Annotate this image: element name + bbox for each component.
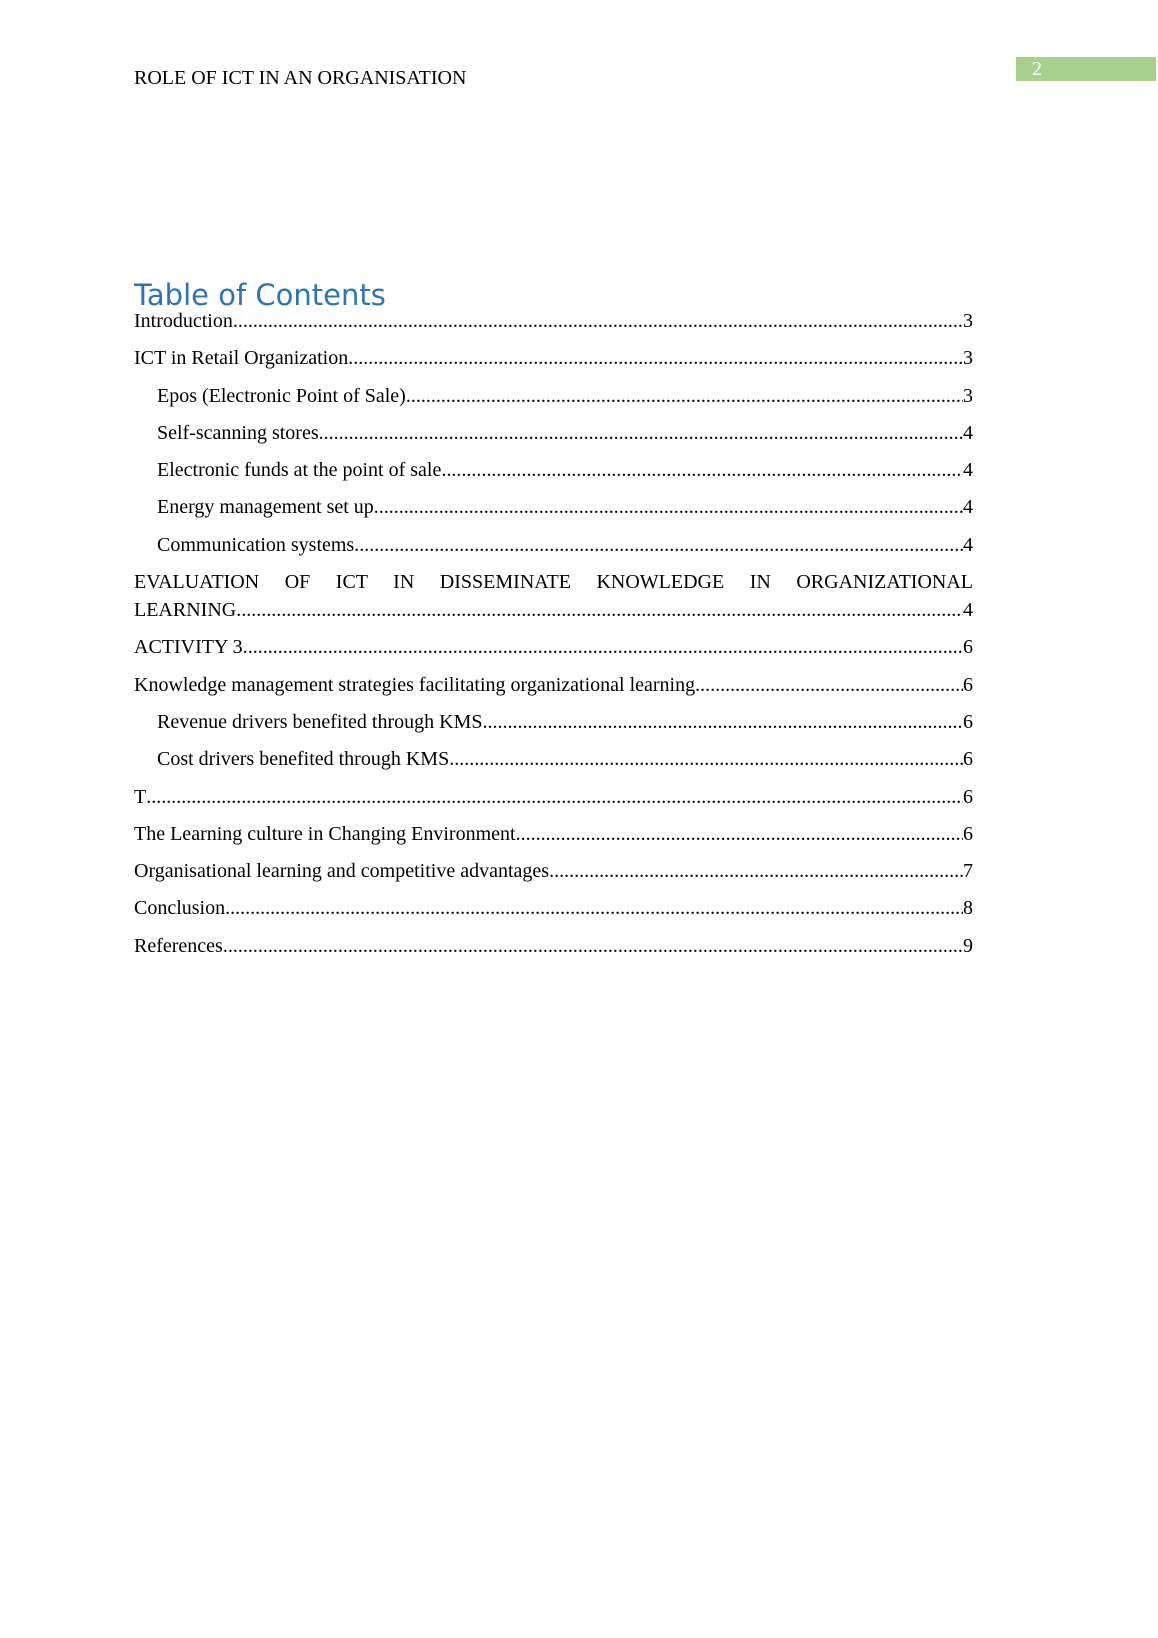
- toc-entry-title[interactable]: Electronic funds at the point of sale: [157, 459, 442, 482]
- dot-leader: [695, 672, 963, 698]
- toc-entry-title[interactable]: Revenue drivers benefited through KMS: [157, 710, 483, 733]
- dot-leader: [146, 784, 963, 810]
- toc-entry-title[interactable]: Knowledge management strategies facilitating organizational learning: [134, 673, 696, 696]
- toc-entry-page[interactable]: 6: [963, 673, 973, 696]
- toc-entry[interactable]: [134, 858, 973, 895]
- toc-entry[interactable]: [134, 597, 973, 634]
- toc-entry[interactable]: [134, 383, 973, 420]
- dot-leader: [223, 933, 963, 959]
- toc-entry-title[interactable]: T: [134, 785, 147, 808]
- toc-entry[interactable]: [134, 895, 973, 932]
- toc-entry-page[interactable]: 3: [963, 347, 973, 370]
- toc-entry-title[interactable]: Introduction: [134, 310, 233, 332]
- toc-entry-page[interactable]: 6: [963, 785, 973, 808]
- dot-leader: [374, 494, 963, 520]
- toc-entry[interactable]: [134, 345, 973, 382]
- toc-entry[interactable]: [134, 420, 973, 457]
- toc-entry-page[interactable]: 4: [963, 496, 973, 519]
- toc-entry-title-line1[interactable]: EVALUATION OF ICT IN DISSEMINATE KNOWLEDGE IN ORGANIZATIONAL: [134, 571, 973, 594]
- toc-entry-page[interactable]: 4: [963, 459, 973, 482]
- toc-entry[interactable]: [134, 784, 973, 821]
- dot-leader: [348, 345, 963, 371]
- toc-entry-page[interactable]: 6: [963, 710, 973, 733]
- toc-entry-page[interactable]: 3: [963, 310, 973, 332]
- toc-heading: Table of Contents: [134, 278, 386, 312]
- table-of-contents: [134, 308, 973, 970]
- dot-leader: [449, 746, 963, 772]
- toc-entry-page[interactable]: 6: [963, 636, 973, 659]
- toc-entry-page[interactable]: 4: [963, 421, 973, 444]
- toc-entry[interactable]: [134, 709, 973, 746]
- toc-entry[interactable]: [134, 494, 973, 531]
- toc-entry-title[interactable]: ACTIVITY 3: [134, 636, 243, 659]
- toc-entry-title[interactable]: Conclusion: [134, 897, 226, 920]
- page-number-badge: 2: [1016, 57, 1156, 81]
- toc-entry-title[interactable]: LEARNING: [134, 599, 237, 622]
- toc-entry[interactable]: [134, 634, 973, 671]
- dot-leader: [406, 383, 963, 409]
- toc-entry[interactable]: [134, 933, 973, 970]
- toc-entry-title[interactable]: Energy management set up: [157, 496, 374, 519]
- toc-entry[interactable]: [134, 308, 973, 345]
- toc-entry-title[interactable]: References: [134, 934, 223, 957]
- toc-entry-page[interactable]: 4: [963, 599, 973, 622]
- toc-entry[interactable]: [134, 746, 973, 783]
- toc-entry-title[interactable]: ICT in Retail Organization: [134, 347, 349, 370]
- dot-leader: [516, 821, 963, 847]
- toc-entry-title[interactable]: Epos (Electronic Point of Sale): [157, 384, 406, 407]
- dot-leader: [233, 308, 963, 334]
- toc-entry-page[interactable]: 4: [963, 533, 973, 556]
- dot-leader: [243, 634, 963, 660]
- toc-entry[interactable]: [134, 532, 973, 569]
- toc-entry-title[interactable]: Self-scanning stores: [157, 421, 319, 444]
- toc-entry[interactable]: [134, 821, 973, 858]
- dot-leader: [549, 858, 963, 884]
- running-header-title: ROLE OF ICT IN AN ORGANISATION: [134, 67, 467, 89]
- toc-entry-title[interactable]: Organisational learning and competitive advantages: [134, 860, 550, 883]
- toc-entry-page[interactable]: 6: [963, 748, 973, 771]
- toc-entry[interactable]: [134, 457, 973, 494]
- toc-entry-title[interactable]: The Learning culture in Changing Environment: [134, 822, 516, 845]
- dot-leader: [441, 457, 963, 483]
- toc-entry-page[interactable]: 6: [963, 822, 973, 845]
- toc-entry-page[interactable]: 3: [963, 384, 973, 407]
- dot-leader: [354, 532, 963, 558]
- toc-entry-page[interactable]: 7: [963, 860, 973, 883]
- toc-entry-title[interactable]: Communication systems: [157, 533, 355, 556]
- dot-leader: [482, 709, 963, 735]
- toc-entry-page[interactable]: 8: [963, 897, 973, 920]
- toc-entry[interactable]: [134, 672, 973, 709]
- dot-leader: [319, 420, 963, 446]
- dot-leader: [225, 895, 963, 921]
- toc-entry-title[interactable]: Cost drivers benefited through KMS: [157, 748, 450, 771]
- toc-entry-page[interactable]: 9: [963, 934, 973, 957]
- dot-leader: [236, 597, 963, 623]
